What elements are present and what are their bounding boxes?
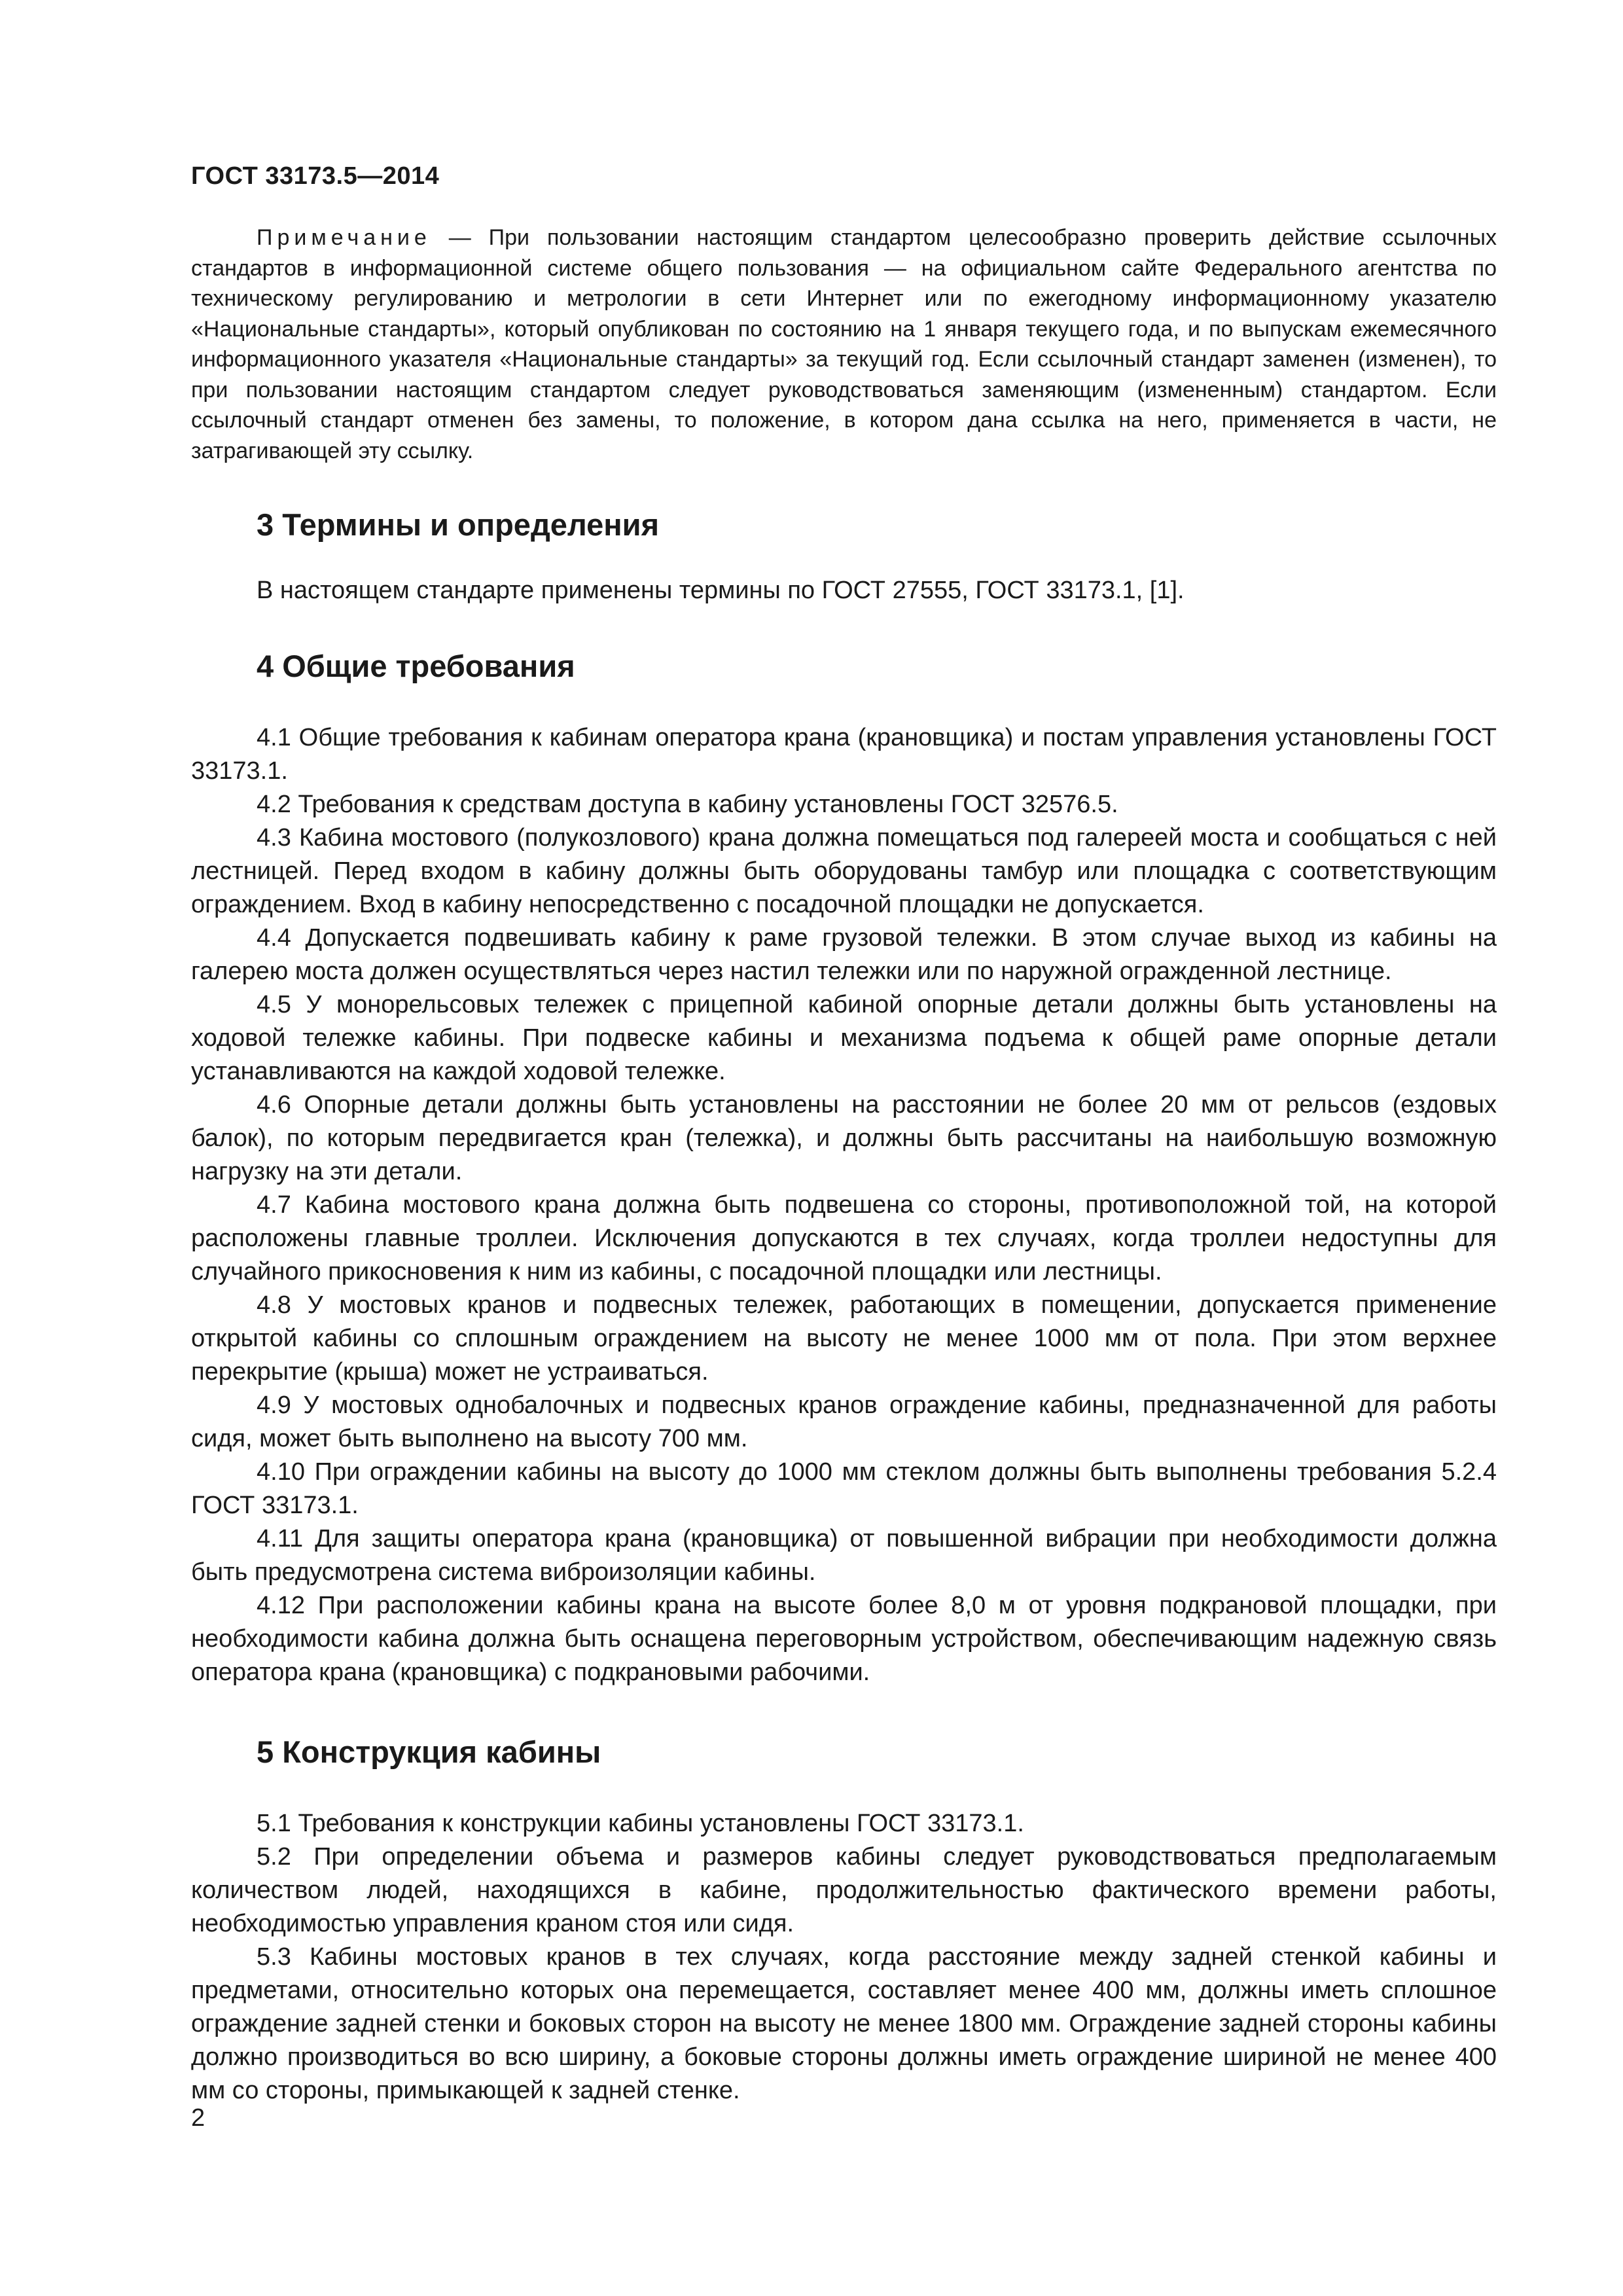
section-3-body: В настоящем стандарте применены термины по ГОСТ 27555, ГОСТ 33173.1, [1]. [257,577,1185,604]
document-number-header: ГОСТ 33173.5—2014 [191,162,440,190]
section-5-items [191,1807,1497,2108]
section-3-title: 3 Термины и определения [257,507,659,542]
clause-4-4: 4.4 Допускается подвешивать кабину к раме грузовой тележки. В этом случае выход из кабины на галерею моста должен осуществляться через настил тележки или по наружной огражденной лестнице. [191,924,1497,985]
clause-4-1: 4.1 Общие требования к кабинам оператора крана (крановщика) и постам управления установлены ГОСТ 33173.1. [191,724,1497,785]
clause-5-3: 5.3 Кабины мостовых кранов в тех случаях, когда расстояние между задней стенкой кабины и предметами, относительно которых она перемещается, составляет менее 400 мм, должны иметь сплошное ограждение задней стенки и боковых сторон на высоту не менее 1800 мм. Ограждение задней стороны кабины должно производиться во всю ширину, а боковые стороны должны иметь ограждение шириной не менее 400 мм со стороны, примыкающей к задней стенке. [191,1943,1497,2104]
note-label: Примечание [257,225,431,250]
section-5-title: 5 Конструкция кабины [257,1734,601,1769]
clause-4-6: 4.6 Опорные детали должны быть установлены на расстоянии не более 20 мм от рельсов (ездовых балок), по которым передвигается кран (тележка), и должны быть рассчитаны на наибольшую возможную нагрузку на эти детали. [191,1091,1497,1185]
page-number: 2 [191,2104,205,2132]
clause-4-5: 4.5 У монорельсовых тележек с прицепной кабиной опорные детали должны быть установлены на ходовой тележке кабины. При подвеске кабины и механизма подъема к общей раме опорные детали устанавливаются на каждой ходовой тележке. [191,991,1497,1085]
clause-4-2: 4.2 Требования к средствам доступа в кабину установлены ГОСТ 32576.5. [257,791,1118,818]
clause-5-2: 5.2 При определении объема и размеров кабины следует руководствоваться предполагаемым количеством людей, находящихся в кабине, продолжительностью фактического времени работы, необходимостью управления краном стоя или сидя. [191,1843,1497,1937]
clause-4-8: 4.8 У мостовых кранов и подвесных тележек, работающих в помещении, допускается применение открытой кабины со сплошным ограждением на высоту не менее 1000 мм от пола. При этом верхнее перекрытие (крыша) может не устраиваться. [191,1291,1497,1386]
clause-4-3: 4.3 Кабина мостового (полукозлового) крана должна помещаться под галереей моста и сообщаться с ней лестницей. Перед входом в кабину должны быть оборудованы тамбур или площадка с соответствующим ограждением. Вход в кабину непосредственно с посадочной площадки не допускается. [191,824,1497,918]
clause-4-9: 4.9 У мостовых однобалочных и подвесных кранов ограждение кабины, предназначенной для работы сидя, может быть выполнено на высоту 700 мм. [191,1391,1497,1452]
clause-4-11: 4.11 Для защиты оператора крана (крановщика) от повышенной вибрации при необходимости должна быть предусмотрена система виброизоляции кабины. [191,1525,1497,1586]
clause-4-12: 4.12 При расположении кабины крана на высоте более 8,0 м от уровня подкрановой площадки, при необходимости кабина должна быть оснащена переговорным устройством, обеспечивающим надежную связь оператора крана (крановщика) с подкрановыми рабочими. [191,1592,1497,1686]
section-4-title: 4 Общие требования [257,649,575,683]
note-paragraph [191,223,1497,466]
clause-5-1: 5.1 Требования к конструкции кабины установлены ГОСТ 33173.1. [257,1810,1024,1837]
note-text: — При пользовании настоящим стандартом целесообразно проверить действие ссылочных стандартов в информационной системе общего пользования — на официальном сайте Федерального агентства по техническому регулированию и метрологии в сети Интернет или по ежегодному информационному указателю «Национальные стандарты», который опубликован по состоянию на 1 января текущего года, и по выпускам ежемесячного информационного указателя «Национальные стандарты» за текущий год. Если ссылочный стандарт заменен (изменен), то при пользовании настоящим стандартом следует руководствоваться заменяющим (измененным) стандартом. Если ссылочный стандарт отменен без замены, то положение, в котором дана ссылка на него, применяется в части, не затрагивающей эту ссылку. [191,225,1497,463]
page-content [191,223,1497,2108]
clause-4-10: 4.10 При ограждении кабины на высоту до 1000 мм стеклом должны быть выполнены требования 5.2.4 ГОСТ 33173.1. [191,1458,1497,1519]
section-4-items [191,721,1497,1689]
clause-4-7: 4.7 Кабина мостового крана должна быть подвешена со стороны, противоположной той, на которой расположены главные троллеи. Исключения допускаются в тех случаях, когда троллеи недоступны для случайного прикосновения к ним из кабины, с посадочной площадки или лестницы. [191,1191,1497,1285]
